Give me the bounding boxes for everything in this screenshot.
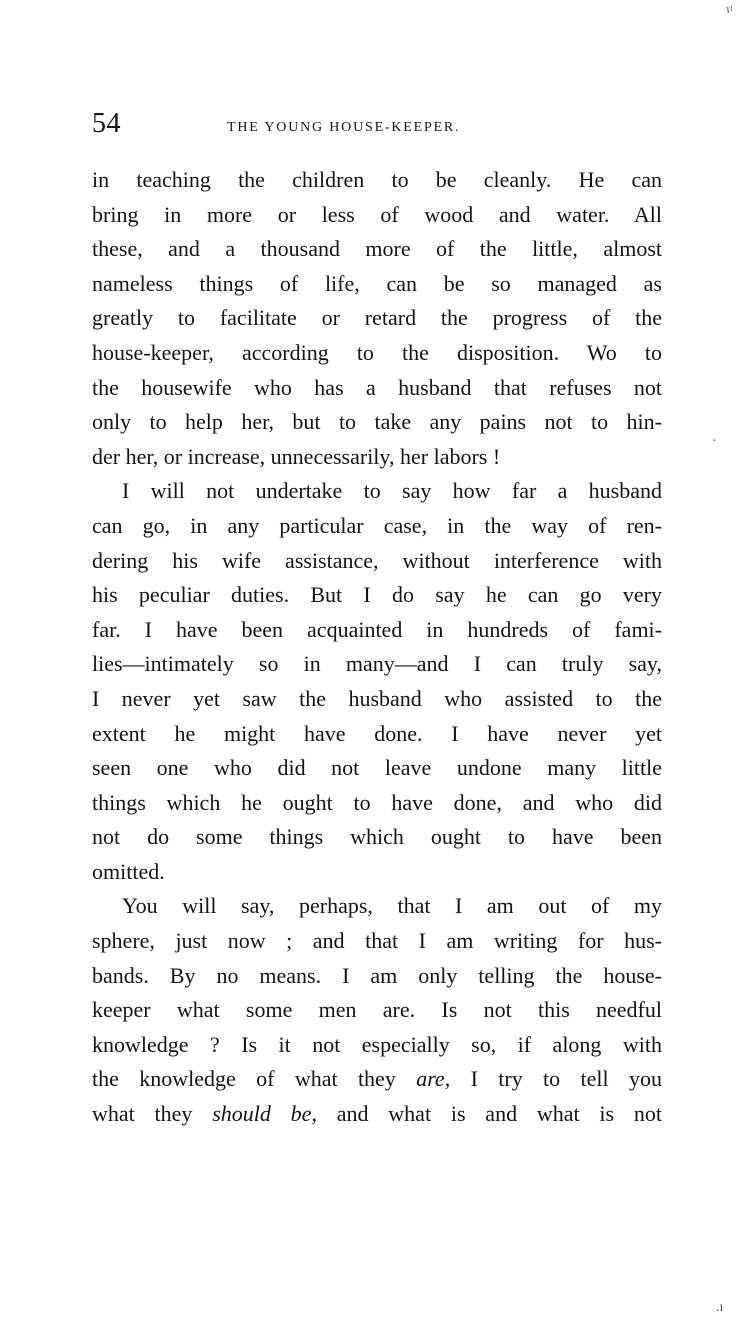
text-line: I never yet saw the husband who assisted to the [92,685,662,711]
text-line: house-keeper, according to the disposition. Wo to [92,339,662,365]
paragraph-3 [92,889,662,1131]
text-line: not do some things which ought to have been [92,824,662,850]
italic-phrase: should be [212,1101,312,1127]
line-segment: the knowledge of what they [92,1066,417,1092]
text-line: I will not undertake to say how far a husband [122,478,662,504]
line-segment: what they [92,1101,213,1127]
italic-word: are [416,1066,445,1092]
text-line: omitted. [92,858,165,884]
text-line: der her, or increase, unnecessarily, her labors ! [92,443,501,469]
text-line: You will say, perhaps, that I am out of my [122,893,662,919]
text-line: extent he might have done. I have never yet [92,720,662,746]
paragraph-1 [92,163,662,474]
stray-dot-mark: · [712,434,717,449]
text-line: far. I have been acquainted in hundreds of fami- [92,616,662,642]
text-line: his peculiar duties. But I do say he can go very [92,582,662,608]
bottom-scan-mark: .ı [716,1300,724,1315]
text-line: sphere, just now ; and that I am writing for hus- [92,928,662,954]
text-line: can go, in any particular case, in the way of ren- [92,512,662,538]
text-line [92,1062,662,1097]
text-line: dering his wife assistance, without interference with [92,547,662,573]
line-segment: , and what is and what is not [311,1101,662,1127]
text-line: seen one who did not leave undone many little [92,755,662,781]
text-line: knowledge ? Is it not especially so, if along with [92,1031,662,1057]
text-line: only to help her, but to take any pains not to hin- [92,409,662,435]
line-segment: , I try to tell you [444,1066,662,1092]
text-line: in teaching the children to be cleanly. He can [92,167,662,192]
text-line: bring in more or less of wood and water. All [92,201,662,227]
text-line: keeper what some men are. Is not this needful [92,997,662,1023]
text-line: these, and a thousand more of the little, almost [92,236,662,262]
text-line [92,1097,662,1132]
page-number: 54 [92,108,121,139]
corner-scan-mark: ˠˡ [726,4,733,19]
page-header [92,108,664,142]
text-line: things which he ought to have done, and who did [92,789,662,815]
text-line: nameless things of life, can be so managed as [92,270,662,296]
paragraph-2 [92,474,662,889]
text-line: bands. By no means. I am only telling the house- [92,962,662,988]
running-title: THE YOUNG HOUSE-KEEPER. [227,120,461,135]
text-line: greatly to facilitate or retard the progress of the [92,305,662,331]
text-line: the housewife who has a husband that refuses not [92,374,662,400]
text-line: lies—intimately so in many—and I can truly say, [92,651,662,677]
body-text [92,163,662,1132]
